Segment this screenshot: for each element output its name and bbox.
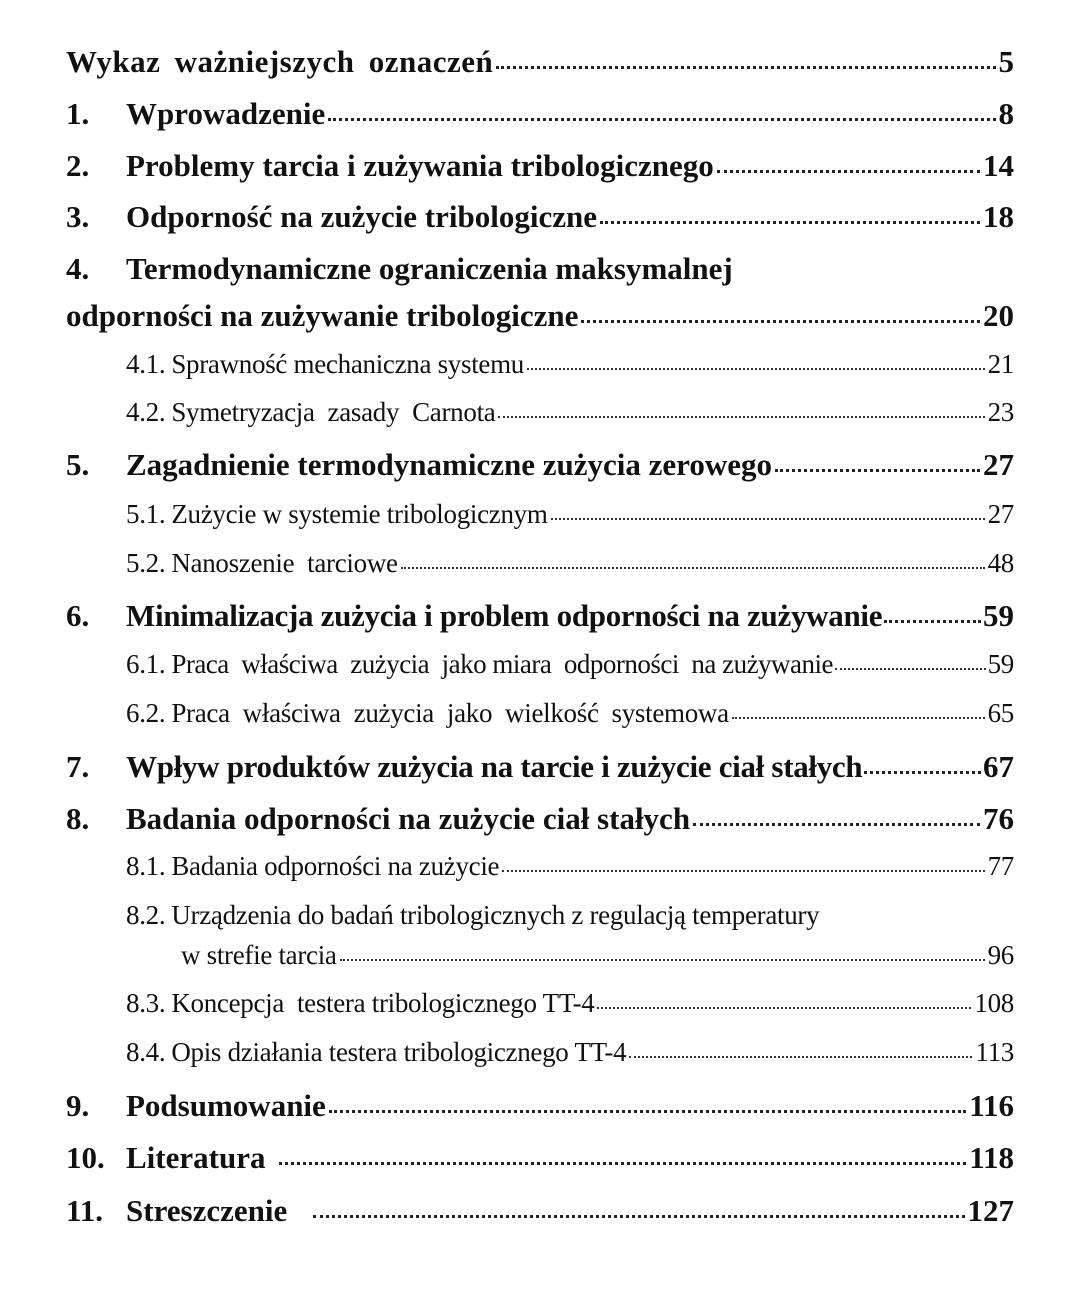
toc-page-number: 108 [974,988,1014,1018]
toc-page-number: 59 [987,649,1014,679]
dot-leader [401,567,985,569]
toc-page-number: 127 [967,1193,1014,1228]
toc-entry-section-8-1 [126,851,1014,882]
toc-page-number: 118 [969,1140,1014,1175]
dot-leader [600,221,980,224]
toc-chapter-number: 6. [66,598,90,633]
toc-chapter-number: 2. [66,148,90,183]
toc-entry-section-8-4 [126,1037,1014,1068]
toc-entry-title: Zagadnienie termodynamiczne zużycia zerowego [126,447,772,482]
toc-section-number: 5.2. [126,548,166,578]
toc-entry-section-6-1 [126,649,1014,680]
dot-leader [502,870,984,872]
toc-entry-notation [66,44,1014,80]
toc-page-number: 23 [987,397,1014,427]
toc-entry-chapter-11 [66,1193,1014,1229]
dot-leader [597,1007,971,1009]
toc-entry-chapter-6 [66,598,1014,634]
toc-page-number: 5 [998,44,1014,79]
toc-entry-title: Koncepcja testera tribologicznego TT-4 [171,988,595,1018]
toc-section-number: 8.2. [126,900,166,930]
dot-leader [629,1056,972,1058]
toc-entry-section-5-2 [126,548,1014,579]
toc-page-number: 116 [969,1088,1014,1123]
dot-leader [329,1110,966,1113]
toc-entry-title: Urządzenia do badań tribologicznych z regulacją temperatury [171,900,820,930]
toc-entry-title: Badania odporności na zużycie ciał stałych [126,801,691,836]
dot-leader [551,518,985,520]
toc-chapter-number: 11. [66,1193,104,1228]
toc-entry-title: Wykaz ważniejszych oznaczeń [66,44,494,79]
toc-section-number: 8.1. [126,851,166,881]
toc-page-number: 65 [987,698,1014,728]
toc-entry-title-continued: odporności na zużywanie tribologiczne [66,298,579,333]
toc-section-number: 4.1. [126,349,166,379]
dot-leader [340,959,985,961]
toc-section-number: 5.1. [126,499,166,529]
toc-page-number: 21 [987,349,1014,379]
toc-entry-title: Odporność na zużycie tribologiczne [126,199,597,234]
toc-entry-title: Sprawność mechaniczna systemu [171,349,525,379]
toc-chapter-number: 3. [66,199,90,234]
toc-chapter-number: 9. [66,1088,90,1123]
toc-entry-section-4-1 [126,349,1014,380]
toc-page-number: 59 [983,598,1014,633]
dot-leader [717,170,980,173]
toc-entry-title: Praca właściwa zużycia jako miara odporności na zużywanie [171,649,834,679]
dot-leader [581,320,980,323]
toc-chapter-number: 8. [66,801,90,836]
toc-page-number: 77 [987,851,1014,881]
toc-section-number: 4.2. [126,397,166,427]
toc-page-number: 67 [983,749,1014,784]
dot-leader [775,469,980,472]
toc-entry-chapter-7 [66,749,1014,785]
toc-entry-title-continued: w strefie tarcia [181,940,337,970]
dot-leader [498,416,984,418]
toc-entry-title: Opis działania testera tribologicznego TT-4 [171,1037,627,1067]
toc-entry-title: Badania odporności na zużycie [171,851,500,881]
toc-page-number: 96 [987,940,1014,970]
toc-page-number: 48 [987,548,1014,578]
dot-leader [279,1162,966,1165]
toc-entry-title: Literatura [126,1140,266,1175]
dot-leader [496,66,995,69]
toc-entry-chapter-9 [66,1088,1014,1124]
dot-leader [313,1215,964,1218]
toc-entry-chapter-4-line-1 [66,251,1014,287]
toc-page-number: 76 [983,801,1014,836]
toc-page-number: 27 [983,447,1014,482]
toc-entry-section-4-2 [126,397,1014,428]
dot-leader [884,620,981,623]
toc-entry-title: Termodynamiczne ograniczenia maksymalnej [126,251,733,286]
toc-entry-title: Praca właściwa zużycia jako wielkość systemowa [171,698,729,728]
toc-entry-chapter-8 [66,801,1014,837]
toc-entry-section-8-3 [126,988,1014,1019]
toc-entry-chapter-2 [66,148,1014,184]
toc-section-number: 8.4. [126,1037,166,1067]
toc-page-number: 14 [983,148,1014,183]
dot-leader [864,771,981,774]
toc-entry-section-8-2-line-2 [181,940,1014,971]
toc-entry-chapter-10 [66,1140,1014,1176]
toc-entry-section-6-2 [126,698,1014,729]
toc-entry-title: Minimalizacja zużycia i problem odporności na zużywanie [126,598,883,633]
toc-chapter-number: 5. [66,447,90,482]
toc-entry-title: Zużycie w systemie tribologicznym [171,499,548,529]
toc-entry-title: Problemy tarcia i zużywania tribologicznego [126,148,714,183]
toc-entry-title: Streszczenie [126,1193,288,1228]
dot-leader [527,368,985,370]
toc-entry-section-5-1 [126,499,1014,530]
toc-entry-title: Wprowadzenie [126,96,326,131]
toc-entry-chapter-4-line-2 [66,298,1014,334]
toc-page-number: 20 [983,298,1014,333]
toc-chapter-number: 7. [66,749,90,784]
toc-entry-chapter-5 [66,447,1014,483]
toc-page-number: 8 [998,96,1014,131]
toc-page-number: 27 [987,499,1014,529]
toc-entry-title: Wpływ produktów zużycia na tarcie i zużycie ciał stałych [126,749,863,784]
toc-entry-title: Podsumowanie [126,1088,326,1123]
toc-entry-chapter-1 [66,96,1014,132]
toc-entry-title: Symetryzacja zasady Carnota [171,397,496,427]
toc-section-number: 6.2. [126,698,166,728]
toc-chapter-number: 4. [66,251,90,286]
toc-chapter-number: 1. [66,96,90,131]
toc-page-number: 113 [975,1037,1014,1067]
toc-entry-section-8-2-line-1 [126,900,1014,931]
dot-leader [835,668,986,670]
toc-section-number: 8.3. [126,988,166,1018]
dot-leader [693,823,980,826]
toc-entry-title: Nanoszenie tarciowe [171,548,398,578]
toc-page-number: 18 [983,199,1014,234]
dot-leader [328,118,995,121]
toc-entry-chapter-3 [66,199,1014,235]
toc-chapter-number: 10. [66,1140,105,1175]
dot-leader [732,717,985,719]
toc-section-number: 6.1. [126,649,166,679]
